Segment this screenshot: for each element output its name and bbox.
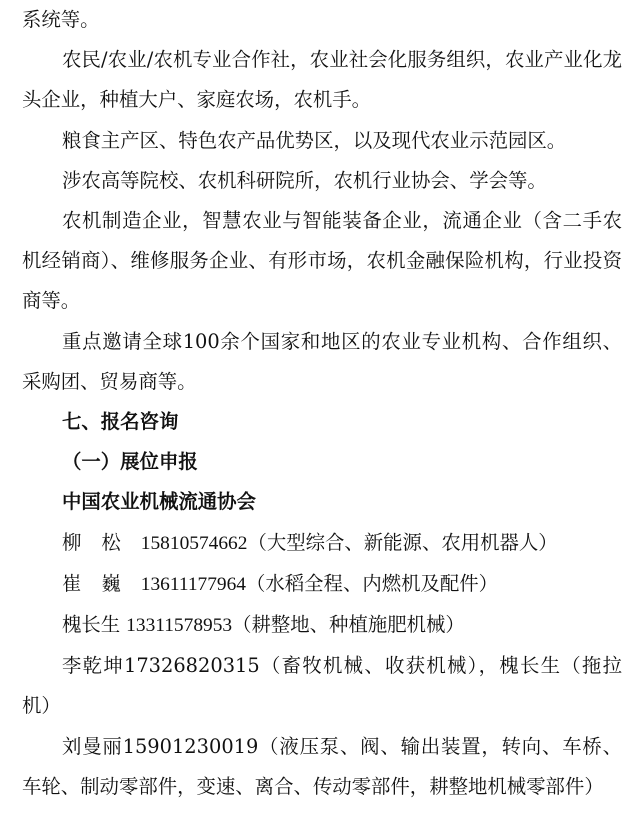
- contact-name: 柳松: [62, 530, 141, 554]
- subsection-heading: （一）展位申报: [62, 450, 198, 474]
- contact-scope: （液压泵、阀、输出装置，转向、车桥、车轮、制动零部件，变速、离合、传动零部件，耕整地机械零部件）: [22, 734, 623, 798]
- contact-scope: （大型综合、新能源、农用机器人）: [247, 530, 558, 554]
- contact-phone: 15901230019: [122, 734, 259, 758]
- contact-name: 槐长生: [62, 613, 121, 637]
- contact-phone: 13311578953: [126, 615, 233, 637]
- contact-row: [22, 727, 622, 807]
- section-heading: 七、报名咨询: [62, 410, 179, 434]
- paragraph-international: 重点邀请全球100余个国家和地区的农业专业机构、合作组织、采购团、贸易商等。: [22, 329, 622, 393]
- contact-phone: 15810574662: [140, 532, 248, 554]
- contact-name: 崔巍: [62, 571, 141, 595]
- contact-scope: （水稻全程、内燃机及配件）: [246, 571, 499, 595]
- paragraph-continuation: 系统等。: [22, 8, 100, 31]
- contact-row: [22, 605, 622, 646]
- contact-scope: （耕整地、种植施肥机械）: [232, 613, 465, 637]
- contact-row: [22, 523, 622, 564]
- paragraph-cooperatives: 农民/农业/农机专业合作社，农业社会化服务组织，农业产业化龙头企业，种植大户、家庭农场，农机手。: [22, 48, 622, 112]
- org-name: 中国农业机械流通协会: [62, 490, 256, 514]
- contact-name: 刘曼丽: [62, 734, 123, 758]
- contact-row: [22, 564, 622, 605]
- contact-phone: 13611177964: [140, 573, 246, 595]
- document-page: [22, 0, 622, 807]
- contact-scope: （畜牧机械、收获机械），槐长生（拖拉机）: [22, 654, 622, 718]
- paragraph-enterprises: 农机制造企业，智慧农业与智能装备企业，流通企业（含二手农机经销商）、维修服务企业、有形市场，农机金融保险机构，行业投资商等。: [22, 209, 622, 313]
- contact-phone: 17326820315: [124, 654, 260, 678]
- paragraph-institutions: 涉农高等院校、农机科研院所，农机行业协会、学会等。: [62, 168, 547, 192]
- contact-row: [22, 646, 622, 726]
- contact-name: 李乾坤: [62, 654, 124, 678]
- paragraph-production-areas: 粮食主产区、特色农产品优势区，以及现代农业示范园区。: [62, 128, 567, 152]
